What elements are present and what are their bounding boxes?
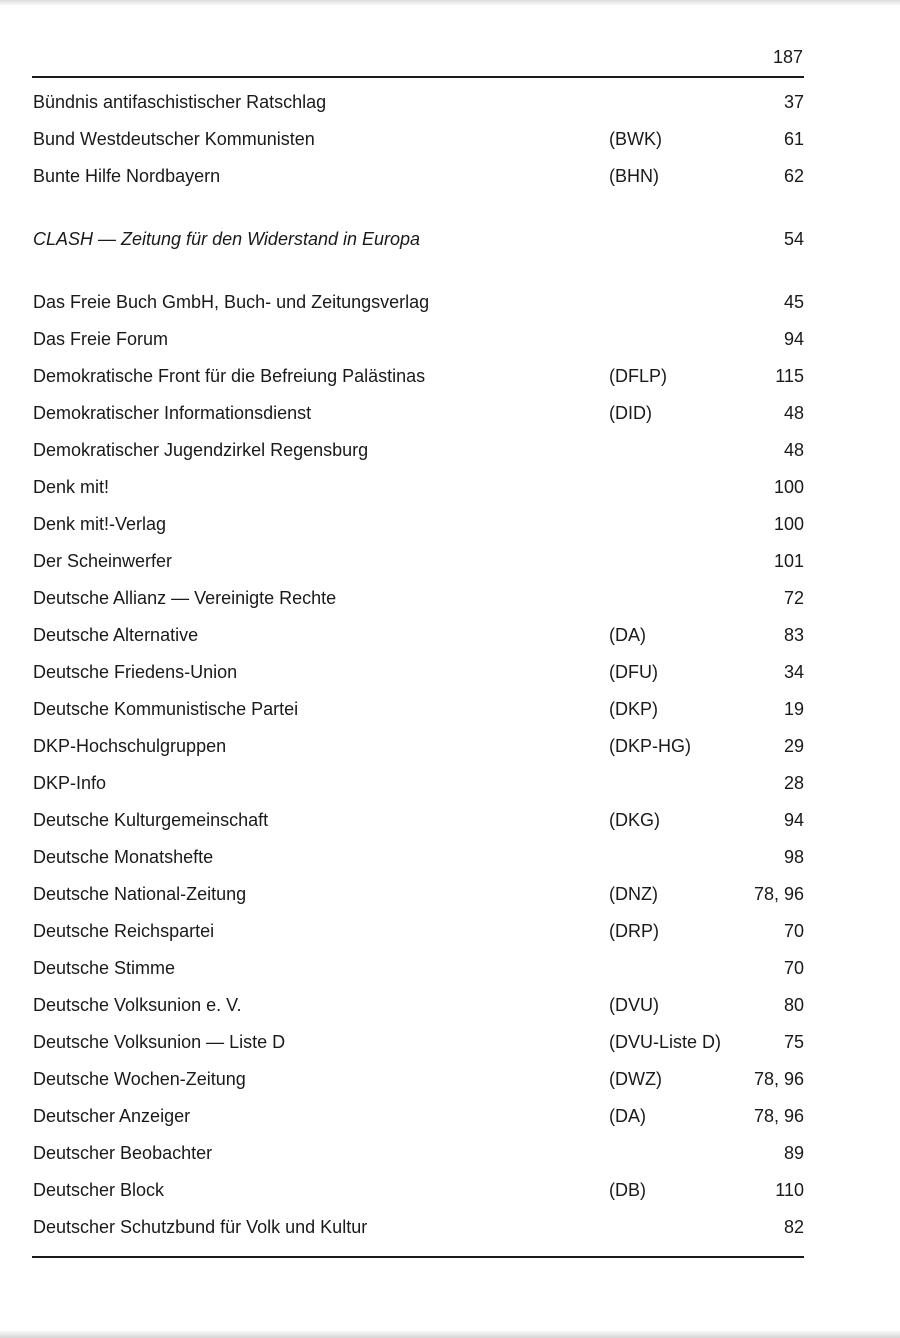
entry-name: Deutscher Anzeiger — [33, 1106, 191, 1126]
entry-name: CLASH — Zeitung für den Widerstand in Europa — [33, 229, 421, 249]
entry-abbreviation: (DRP) — [609, 921, 659, 941]
entry-pages: 72 — [783, 588, 804, 608]
entry-abbreviation: (DKP-HG) — [609, 736, 691, 756]
entry-name: Deutscher Block — [33, 1180, 165, 1200]
entry-abbreviation: (DVU-Liste D) — [609, 1032, 722, 1052]
entry-name: Demokratische Front für die Befreiung Palästinas — [33, 366, 426, 386]
entry-name: Der Scheinwerfer — [33, 551, 173, 571]
index-entry — [33, 802, 804, 839]
index-entry — [33, 1098, 804, 1135]
entry-name: Deutsche Friedens-Union — [33, 662, 238, 682]
index-entry — [33, 84, 804, 121]
top-edge-shadow — [0, 0, 900, 6]
entry-pages: 110 — [775, 1180, 804, 1200]
entry-name: Bund Westdeutscher Kommunisten — [33, 129, 315, 149]
entry-name: Deutsche Volksunion e. V. — [33, 995, 242, 1015]
entry-name: Deutsche Reichspartei — [33, 921, 215, 941]
entry-name: DKP-Info — [33, 773, 107, 793]
index-entry — [33, 987, 804, 1024]
entry-pages: 34 — [783, 662, 804, 682]
index-entry — [33, 158, 804, 195]
entry-abbreviation: (DKG) — [609, 810, 660, 830]
entry-pages: 19 — [783, 699, 804, 719]
index-entry — [33, 221, 804, 258]
entry-name: Denk mit! — [33, 477, 110, 497]
entry-name: Deutsche Kommunistische Partei — [33, 699, 299, 719]
entry-pages: 94 — [783, 810, 804, 830]
entry-name: Deutsche Allianz — Vereinigte Rechte — [33, 588, 337, 608]
entry-name: Das Freie Buch GmbH, Buch- und Zeitungsverlag — [33, 292, 430, 312]
index-entry — [33, 469, 804, 506]
entry-pages: 101 — [773, 551, 804, 571]
entry-name: Bündnis antifaschistischer Ratschlag — [33, 92, 327, 112]
index-entry — [33, 913, 804, 950]
index-entry — [33, 506, 804, 543]
entry-name: Denk mit!-Verlag — [33, 514, 167, 534]
entry-pages: 98 — [783, 847, 804, 867]
entry-name: Demokratischer Jugendzirkel Regensburg — [33, 440, 369, 460]
index-entry — [33, 1135, 804, 1172]
index-entry — [33, 654, 804, 691]
entry-name: Deutsche Volksunion — Liste D — [33, 1032, 286, 1052]
index-entry — [33, 543, 804, 580]
entry-pages: 70 — [783, 958, 804, 978]
index-entry — [33, 691, 804, 728]
entry-pages: 83 — [783, 625, 804, 645]
index-entry — [33, 395, 804, 432]
entry-pages: 115 — [775, 366, 804, 386]
header-rule — [32, 76, 804, 78]
entry-pages: 80 — [783, 995, 804, 1015]
entry-abbreviation: (DA) — [609, 625, 646, 645]
entry-pages: 62 — [783, 166, 804, 186]
index-entry — [33, 432, 804, 469]
index-entry — [33, 1061, 804, 1098]
entry-abbreviation: (DFU) — [609, 662, 658, 682]
entry-pages: 48 — [783, 440, 804, 460]
entry-name: Deutscher Beobachter — [33, 1143, 213, 1163]
index-entry — [33, 765, 804, 802]
entry-abbreviation: (DVU) — [609, 995, 659, 1015]
index-entry — [33, 876, 804, 913]
index-entry — [33, 1172, 804, 1209]
entry-pages: 75 — [783, 1032, 804, 1052]
index-list — [33, 84, 804, 1246]
entry-name: Deutsche National-Zeitung — [33, 884, 247, 904]
entry-pages: 82 — [783, 1217, 804, 1237]
index-entry — [33, 284, 804, 321]
index-entry — [33, 728, 804, 765]
entry-pages: 48 — [783, 403, 804, 423]
index-entry — [33, 839, 804, 876]
entry-pages: 37 — [783, 92, 804, 112]
entry-pages: 89 — [783, 1143, 804, 1163]
entry-abbreviation: (BHN) — [609, 166, 659, 186]
entry-pages: 28 — [783, 773, 804, 793]
entry-pages: 78, 96 — [753, 1069, 804, 1089]
entry-abbreviation: (DID) — [609, 403, 652, 423]
entry-abbreviation: (DWZ) — [609, 1069, 662, 1089]
entry-name: DKP-Hochschulgruppen — [33, 736, 227, 756]
index-entry — [33, 121, 804, 158]
entry-abbreviation: (DNZ) — [609, 884, 658, 904]
entry-abbreviation: (DFLP) — [609, 366, 667, 386]
entry-pages: 94 — [783, 329, 804, 349]
entry-abbreviation: (BWK) — [609, 129, 662, 149]
page-number: 187 — [772, 47, 803, 67]
entry-pages: 45 — [783, 292, 804, 312]
entry-pages: 61 — [783, 129, 804, 149]
entry-pages: 29 — [783, 736, 804, 756]
footer-rule — [32, 1256, 804, 1258]
entry-abbreviation: (DB) — [609, 1180, 646, 1200]
entry-name: Demokratischer Informationsdienst — [33, 403, 312, 423]
entry-pages: 78, 96 — [753, 1106, 804, 1126]
entry-name: Deutsche Stimme — [33, 958, 176, 978]
index-entry — [33, 950, 804, 987]
entry-name: Deutsche Wochen-Zeitung — [33, 1069, 246, 1089]
index-entry — [33, 321, 804, 358]
entry-name: Bunte Hilfe Nordbayern — [33, 166, 221, 186]
bottom-edge-shadow — [0, 1330, 900, 1338]
entry-abbreviation: (DKP) — [609, 699, 658, 719]
entry-pages: 54 — [783, 229, 804, 249]
entry-pages: 100 — [773, 514, 804, 534]
entry-pages: 78, 96 — [753, 884, 804, 904]
index-entry — [33, 358, 804, 395]
entry-name: Deutscher Schutzbund für Volk und Kultur — [33, 1217, 368, 1237]
entry-name: Deutsche Monatshefte — [33, 847, 214, 867]
index-entry — [33, 1024, 804, 1061]
index-entry — [33, 1209, 804, 1246]
entry-abbreviation: (DA) — [609, 1106, 646, 1126]
entry-pages: 100 — [773, 477, 804, 497]
entry-name: Das Freie Forum — [33, 329, 169, 349]
entry-pages: 70 — [783, 921, 804, 941]
entry-name: Deutsche Alternative — [33, 625, 199, 645]
index-entry — [33, 580, 804, 617]
entry-name: Deutsche Kulturgemeinschaft — [33, 810, 269, 830]
index-entry — [33, 617, 804, 654]
